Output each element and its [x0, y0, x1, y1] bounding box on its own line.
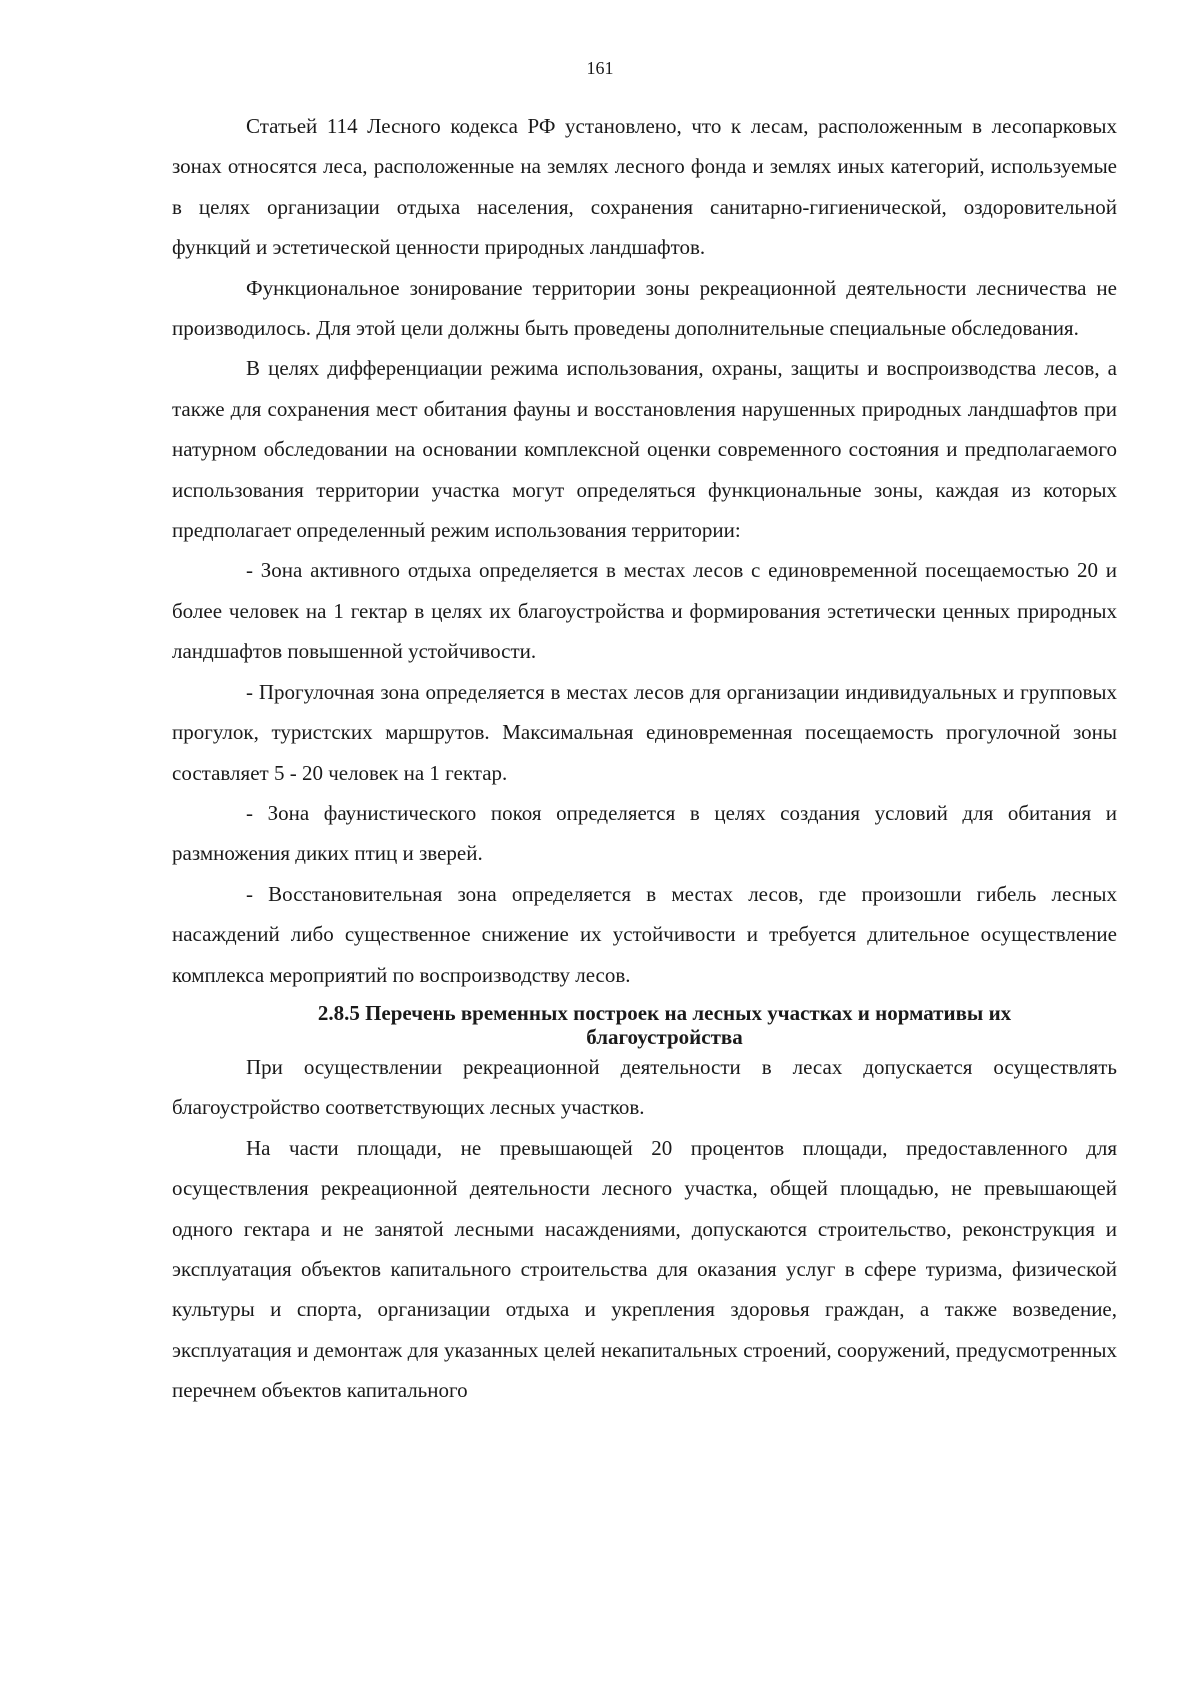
document-body — [172, 106, 1117, 1411]
list-item-walking-zone: - Прогулочная зона определяется в местах лесов для организации индивидуальных и групповых прогулок, туристских маршрутов. Максимальная единовременная посещаемость прогулочной зоны составляет 5 - 20 человек на 1 гектар. — [172, 679, 1117, 785]
page-number: 161 — [586, 58, 614, 78]
paragraph-improvement-allowed: При осуществлении рекреационной деятельности в лесах допускается осуществлять благоустройство соответствующих лесных участков. — [172, 1054, 1117, 1120]
list-item-active-recreation-zone: - Зона активного отдыха определяется в местах лесов с единовременной посещаемостью 20 и более человек на 1 гектар в целях их благоустройства и формирования эстетически ценных природных ландшафтов повышенной устойчивости. — [172, 558, 1117, 664]
list-item-restoration-zone: - Восстановительная зона определяется в местах лесов, где произошли гибель лесных насаждений либо существенное снижение их устойчивости и требуется длительное осуществление комплекса мероприятий по воспроизводству лесов. — [172, 881, 1117, 987]
section-heading-line-2: благоустройства — [586, 1024, 743, 1049]
paragraph-functional-zoning: Функциональное зонирование территории зоны рекреационной деятельности лесничества не производилось. Для этой цели должны быть проведены дополнительные специальные обследования. — [172, 275, 1117, 341]
paragraph-capital-construction: На части площади, не превышающей 20 процентов площади, предоставленного для осуществления рекреационной деятельности лесного участка, общей площадью, не превышающей одного гектара и не занятой лесными насаждениями, допускаются строительство, реконструкция и эксплуатация объектов капитального строительства для оказания услуг в сфере туризма, физической культуры и спорта, организации отдыха и укрепления здоровья граждан, а также возведение, эксплуатация и демонтаж для указанных целей некапитальных строений, сооружений, предусмотренных перечнем объектов капитального — [172, 1135, 1117, 1403]
list-item-fauna-rest-zone: - Зона фаунистического покоя определяется в целях создания условий для обитания и размножения диких птиц и зверей. — [172, 800, 1117, 866]
paragraph-forest-park-zones: Статьей 114 Лесного кодекса РФ установлено, что к лесам, расположенным в лесопарковых зонах относятся леса, расположенные на землях лесного фонда и землях иных категорий, используемые в целях организации отдыха населения, сохранения санитарно-гигиенической, оздоровительной функций и эстетической ценности природных ландшафтов. — [172, 114, 1117, 260]
section-heading — [172, 1001, 1117, 1049]
section-heading-line-1: 2.8.5 Перечень временных построек на лесных участках и нормативы их — [317, 1000, 1012, 1025]
paragraph-zone-differentiation: В целях дифференциации режима использования, охраны, защиты и воспроизводства лесов, а также для сохранения мест обитания фауны и восстановления нарушенных природных ландшафтов при натурном обследовании на основании комплексной оценки современного состояния и предполагаемого использования территории участка могут определяться функциональные зоны, каждая из которых предполагает определенный режим использования территории: — [172, 356, 1117, 543]
